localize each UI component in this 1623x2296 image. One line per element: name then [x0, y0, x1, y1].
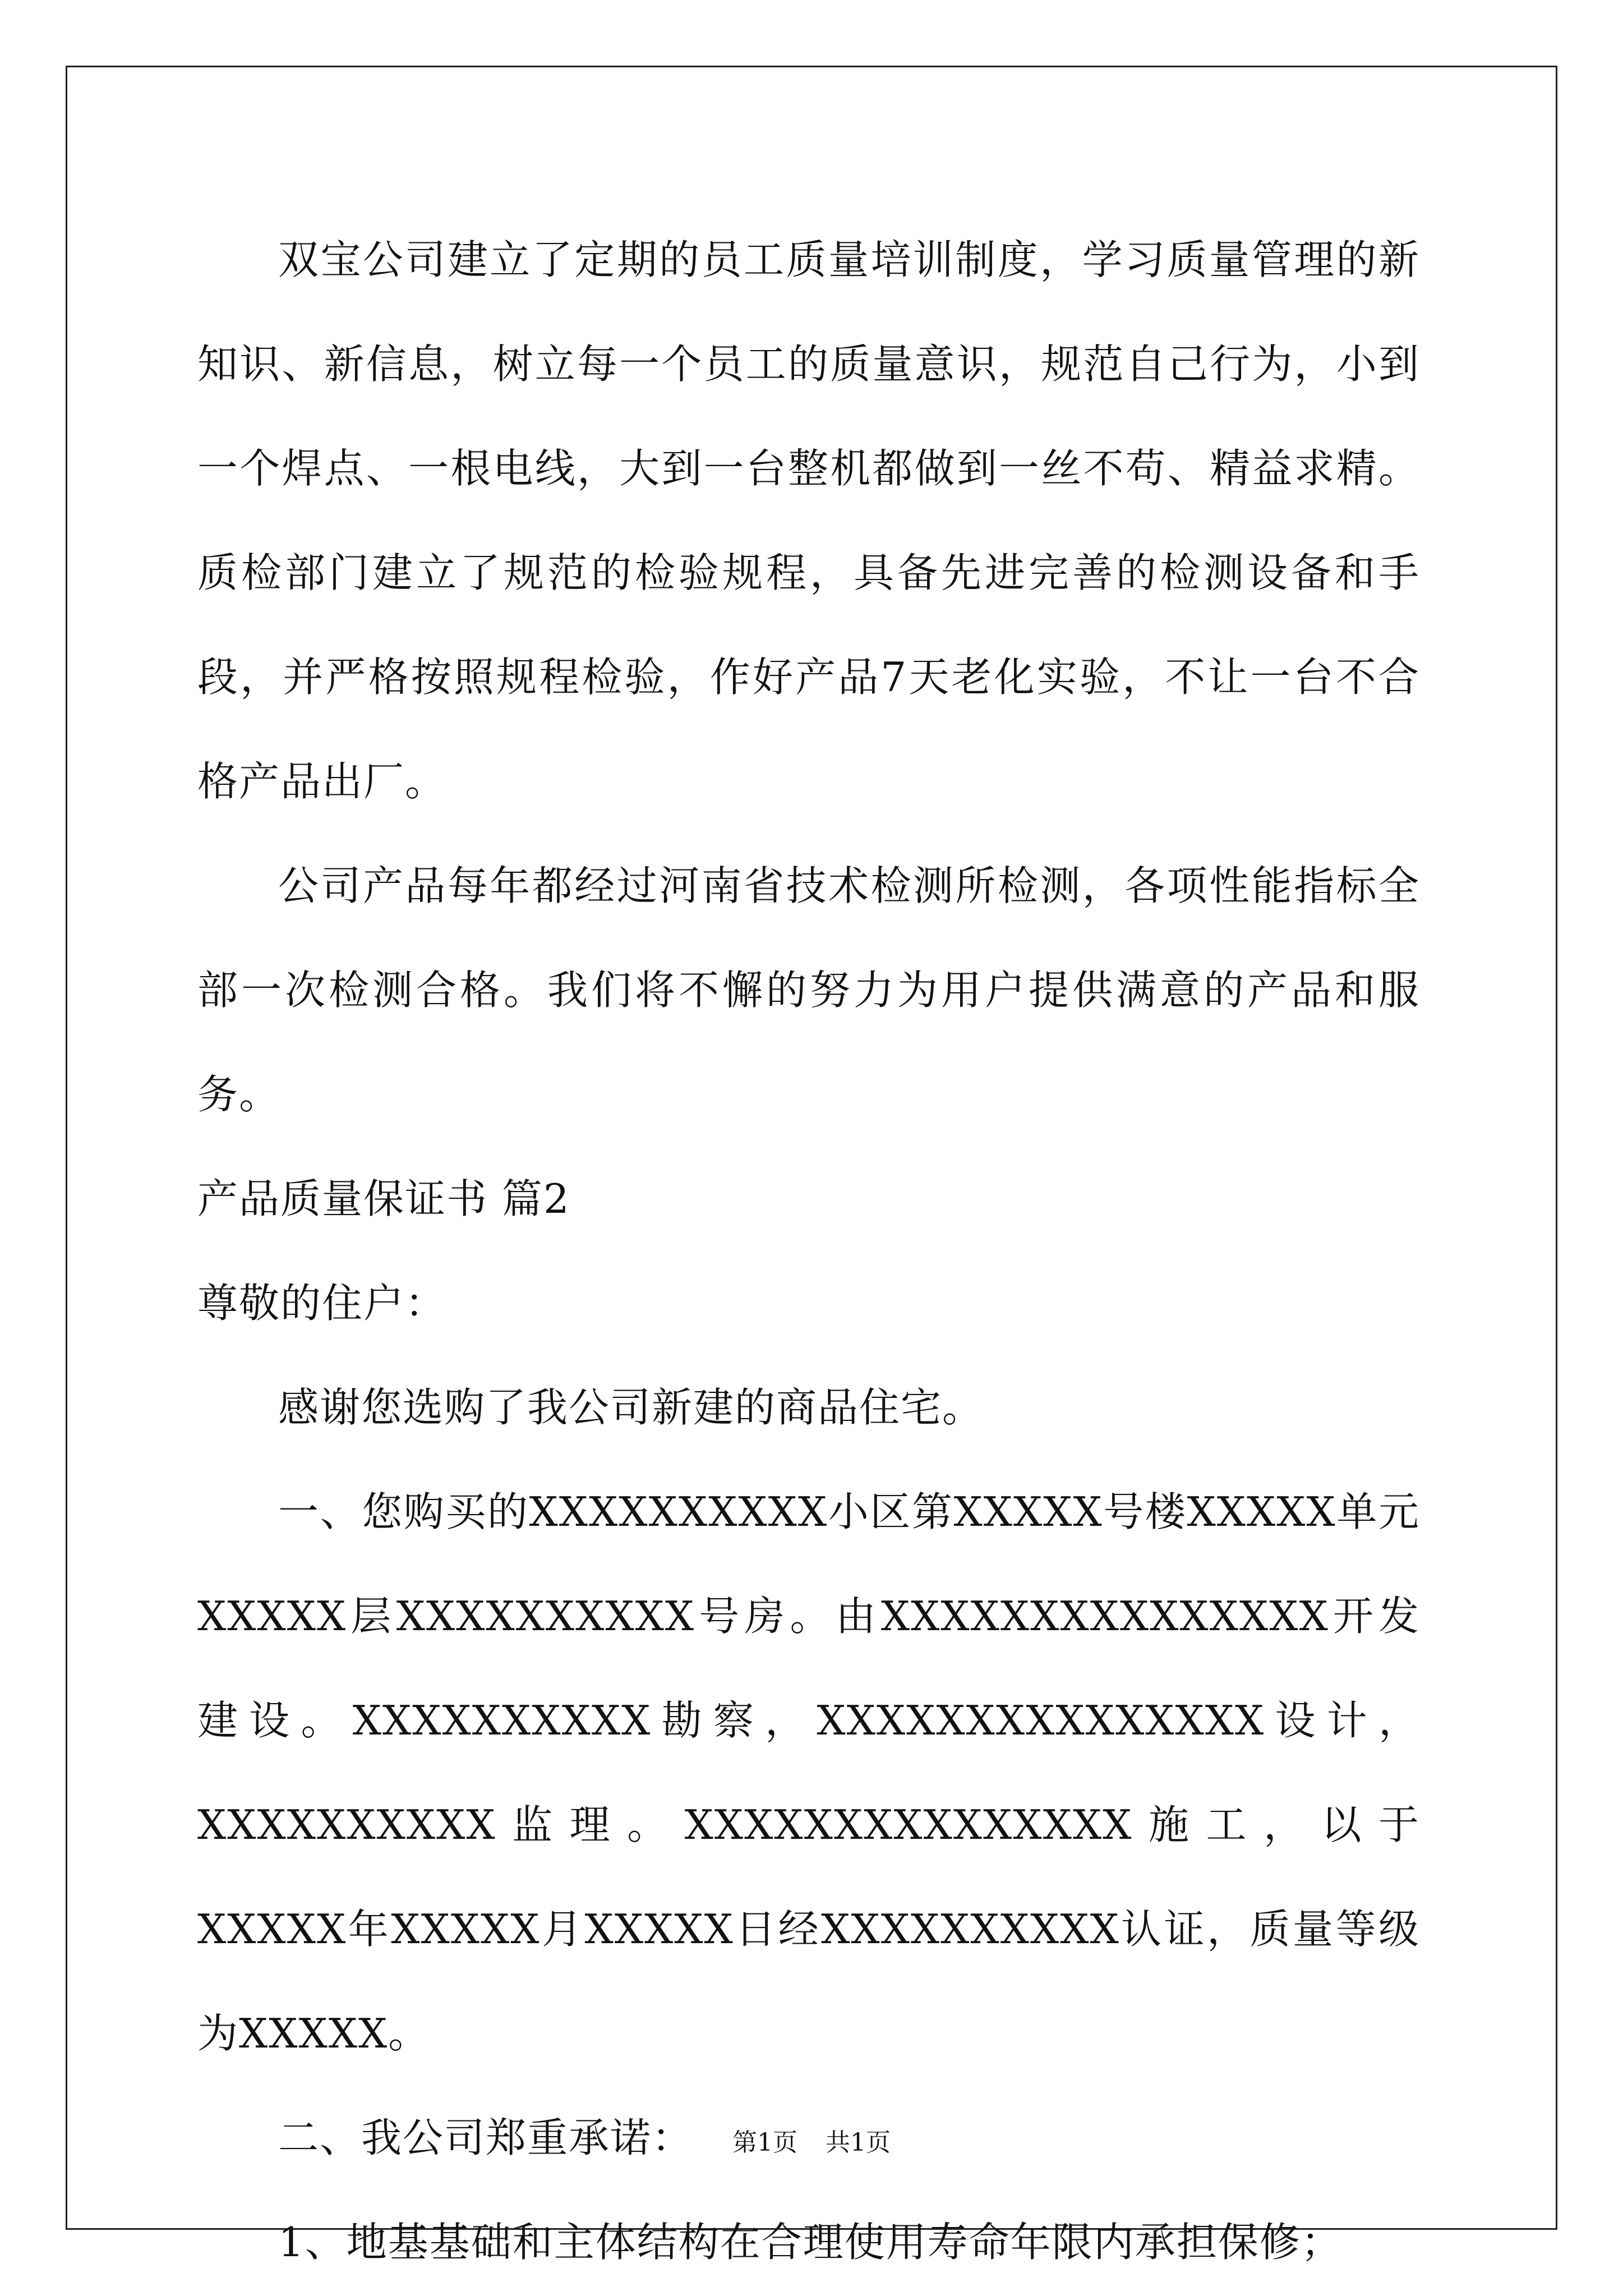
section-heading: 产品质量保证书 篇2 [197, 1175, 570, 1222]
document-body [197, 208, 1420, 2294]
page-number-total: 共1页 [826, 2128, 891, 2157]
paragraph-quality-training: 双宝公司建立了定期的员工质量培训制度，学习质量管理的新知识、新信息，树立每一个员工的质量意识，规范自己行为，小到一个焊点、一根电线，大到一台整机都做到一丝不苟、精益求精。质检部门建立了规范的检验规程，具备先进完善的检测设备和手段，并严格按照规程检验，作好产品7天老化实验，不让一台不合格产品出厂。 [197, 236, 1420, 805]
page-number-current: 第1页 [732, 2128, 797, 2157]
paragraph-commitment-heading: 二、我公司郑重承诺： [278, 2114, 694, 2161]
salutation: 尊敬的住户： [197, 1280, 447, 1327]
paragraph-commitment-1: 1、地基基础和主体结构在合理使用寿命年限内承担保修； [278, 2219, 1343, 2266]
paragraph-thanks: 感谢您选购了我公司新建的商品住宅。 [278, 1384, 984, 1431]
page-footer [0, 2126, 1623, 2160]
paragraph-house-info: 一、您购买的XXXXXXXXXX小区第XXXXX号楼XXXXX单元XXXXX层XXXXXXXXXX号房。由XXXXXXXXXXXXXXX开发建设。XXXXXXXXXX勘察，XXXXXXXXXXXXXXX设计，XXXXXXXXXX监理。XXXXXXXXXXXXXXX施工，以于XXXXX年XXXXX月XXXXX日经XXXXXXXXXX认证，质量等级为XXXXX。 [197, 1488, 1420, 2057]
paragraph-product-testing: 公司产品每年都经过河南省技术检测所检测，各项性能指标全部一次检测合格。我们将不懈的努力为用户提供满意的产品和服务。 [197, 862, 1420, 1118]
